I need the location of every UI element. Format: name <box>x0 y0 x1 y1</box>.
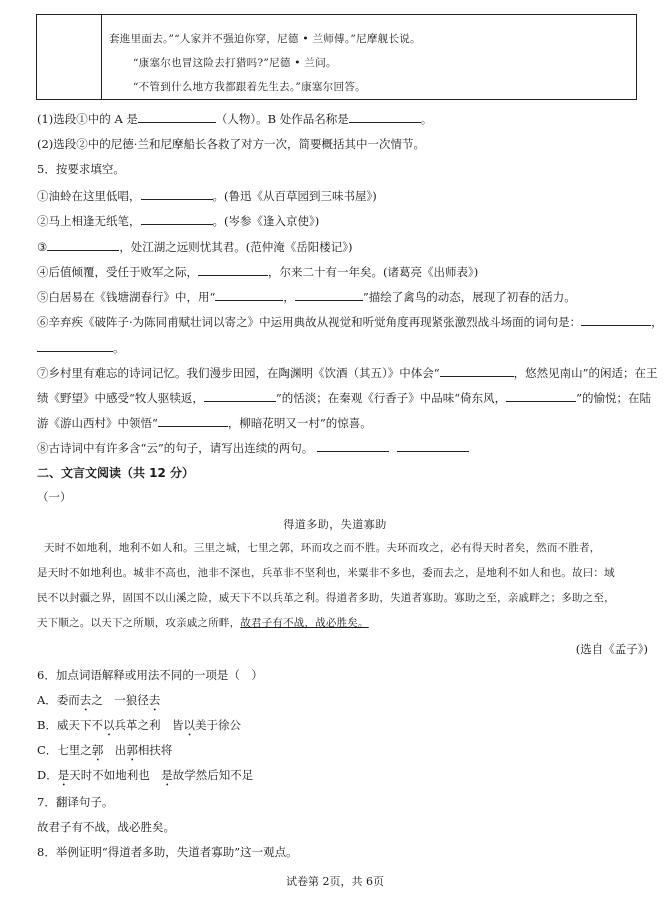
q5-i6-text-b: ， <box>651 315 663 329</box>
dotted-word: 去 <box>79 693 92 707</box>
question-sub-2: (2)选段②中的尼德·兰和尼摩船长各救了对方一次，简要概括其中一次情节。 <box>37 137 425 151</box>
answer-blank[interactable] <box>141 212 213 225</box>
passage-source: (选自《孟子》) <box>575 642 648 656</box>
q5-i4-text-a: ④后值倾覆，受任于败军之际， <box>37 265 198 279</box>
excerpt-box <box>36 14 637 100</box>
q5-item-6-cont <box>37 339 125 356</box>
q5-item-8 <box>37 439 469 456</box>
q5-i5-text-a: ⑤白居易在《钱塘湖春行》中，用“ <box>37 290 216 304</box>
dotted-word: 以 <box>102 718 115 732</box>
option-text: 兵革之利 皆 <box>114 718 184 732</box>
option-text: 相扶将 <box>137 743 173 757</box>
answer-blank[interactable] <box>158 414 228 427</box>
answer-blank[interactable] <box>204 389 276 402</box>
question-5-title: 5．按要求填空。 <box>37 162 125 176</box>
answer-blank[interactable] <box>349 110 421 123</box>
q5-i7-text-e: ”的愉悦；在陆 <box>576 391 652 405</box>
q5-i4-text-b: ，尔来二十有一年矣。(诸葛亮《出师表》) <box>268 265 479 279</box>
q5-item-2 <box>37 212 319 229</box>
option-text: 七里之 <box>57 743 92 757</box>
q6-option-d[interactable] <box>37 767 253 789</box>
q5-i7-text-d: ”的恬淡；在秦观《行香子》中品味“倚东风， <box>275 391 507 405</box>
passage-line-3: 民不以封疆之界，固国不以山溪之险，威天下不以兵革之利。得道者多助，失道者寡助。寡助之至，亲戚畔之；多助之至， <box>37 592 615 604</box>
q5-i1-text-b: 。(鲁迅《从百草园到三味书屋》) <box>212 189 377 203</box>
option-label: C． <box>37 743 58 757</box>
box-divider <box>101 15 102 99</box>
q5-i7-text-b: ，悠然见南山”的闲适；在王 <box>513 366 658 380</box>
excerpt-line-3: “不管到什么地方我都跟着先生去。”康塞尔回答。 <box>133 81 366 93</box>
sub1-text-b: （人物）。B 处作品名称是 <box>215 112 349 126</box>
dotted-word: 是 <box>57 768 70 782</box>
q5-i3-text-a: ③ <box>37 240 48 254</box>
q5-i2-text-b: 。(岑参《逢入京使》) <box>212 214 320 228</box>
q5-i2-text-a: ②马上相逢无纸笔， <box>37 214 141 228</box>
question-6-title: 6．加点词语解释或用法不同的一项是（ ） <box>37 668 263 682</box>
option-text: 出 <box>103 743 127 757</box>
answer-blank[interactable] <box>581 313 651 326</box>
q5-item-3 <box>37 238 353 255</box>
option-text: 威天下不 <box>56 718 103 732</box>
question-7-title: 7．翻译句子。 <box>37 795 114 809</box>
sub1-text-a: (1)选段①中的 A 是 <box>37 112 138 126</box>
q5-item-7-line-3 <box>37 414 372 431</box>
section-2-sub: （一） <box>37 490 72 504</box>
answer-blank[interactable] <box>37 339 113 352</box>
q5-item-1 <box>37 187 377 204</box>
option-text: 天时不如地利也 <box>69 768 162 782</box>
q5-i7-text-c: 绩《野望》中感受“牧人驱犊返， <box>37 391 204 405</box>
q5-item-7-line-2 <box>37 389 651 406</box>
q5-item-4 <box>37 263 478 280</box>
passage-line-4 <box>37 615 649 630</box>
dotted-word: 以 <box>183 718 195 732</box>
option-text: 之 一狼径 <box>91 693 149 707</box>
answer-blank[interactable] <box>47 238 119 251</box>
q5-i7-text-a: ⑦乡村里有难忘的诗词记忆。我们漫步田园，在陶渊明《饮酒（其五）》中体会“ <box>37 366 440 380</box>
answer-blank[interactable] <box>198 263 268 276</box>
q6-option-a[interactable] <box>37 692 160 714</box>
q5-i7-text-f: 游《游山西村》中领悟“ <box>37 416 158 430</box>
passage-line-2: 是天时不如地利也。城非不高也，池非不深也，兵革非不坚利也，米粟非不多也，委而去之，是地利不如人和也。故曰：域 <box>37 567 615 579</box>
dotted-word: 是 <box>161 768 173 782</box>
question-sub-1 <box>37 110 432 127</box>
answer-blank[interactable] <box>317 439 389 452</box>
underlined-sentence: 故君子有不战，战必胜矣。 <box>240 617 369 629</box>
question-8-title: 8．举例证明“得道者多助，失道者寡助”这一观点。 <box>37 845 298 859</box>
passage-title: 得道多助，失道寡助 <box>283 518 387 531</box>
answer-blank[interactable] <box>506 389 576 402</box>
q5-i5-text-c: ”描绘了禽鸟的动态，展现了初春的活力。 <box>362 290 576 304</box>
q5-i8-text-a: ⑧古诗词中有许多含“云”的句子，请写出连续的两句。 <box>37 441 314 455</box>
q5-item-6 <box>37 313 663 330</box>
sub1-text-c: 。 <box>420 112 433 126</box>
option-label: D． <box>37 768 58 782</box>
q5-i1-text-a: ①油蛉在这里低唱， <box>37 189 141 203</box>
passage-line-1: 天时不如地利，地利不如人和。三里之城，七里之郭，环而攻之而不胜。夫环而攻之，必有得天时者矣，然而不胜者， <box>44 542 601 554</box>
option-label: A． <box>37 693 57 707</box>
answer-blank[interactable] <box>141 187 213 200</box>
answer-blank[interactable] <box>440 364 514 377</box>
option-text: 委而 <box>56 693 80 707</box>
answer-blank[interactable] <box>295 288 363 301</box>
section-2-title: 二、文言文阅读（共 12 分） <box>37 466 195 480</box>
page-footer: 试卷第 2页，共 6页 <box>286 875 384 888</box>
q5-i6-text-c: 。 <box>113 341 125 355</box>
q5-i7-text-g: ，柳暗花明又一村”的惊喜。 <box>227 416 372 430</box>
q5-i6-text-a: ⑥辛弃疾《破阵子·为陈同甫赋壮词以寄之》中运用典故从视觉和听觉角度再现紧张激烈战斗场面的词句是： <box>37 315 582 329</box>
option-label: B． <box>37 718 57 732</box>
question-7-sentence: 故君子有不战，战必胜矣。 <box>37 820 175 834</box>
answer-blank[interactable] <box>215 288 283 301</box>
dotted-word: 郭 <box>126 743 138 757</box>
answer-blank[interactable] <box>138 110 216 123</box>
q5-item-5 <box>37 288 576 305</box>
excerpt-line-1: 套進里面去。”“人家并不强迫你穿，尼德 • 兰师傅。”尼摩舰长说。 <box>109 33 421 45</box>
passage-l4-text: 天下顺之。以天下之所顺，攻亲戚之所畔， <box>37 617 241 629</box>
excerpt-line-2: “康塞尔也冒这险去打猎吗?”尼德 • 兰问。 <box>133 57 337 69</box>
dotted-word: 郭 <box>91 743 104 757</box>
q5-i5-text-b: ， <box>283 290 295 304</box>
option-text: 故学然后知不足 <box>172 768 254 782</box>
answer-blank[interactable] <box>397 439 469 452</box>
q6-option-b[interactable] <box>37 717 241 739</box>
dotted-word: 去 <box>148 693 161 707</box>
q5-item-7 <box>37 364 658 381</box>
q5-i3-text-b: ，处江湖之远则忧其君。(范仲淹《岳阳楼记》) <box>119 240 353 254</box>
q6-option-c[interactable] <box>37 742 172 764</box>
option-text: 美于徐公 <box>194 718 241 732</box>
